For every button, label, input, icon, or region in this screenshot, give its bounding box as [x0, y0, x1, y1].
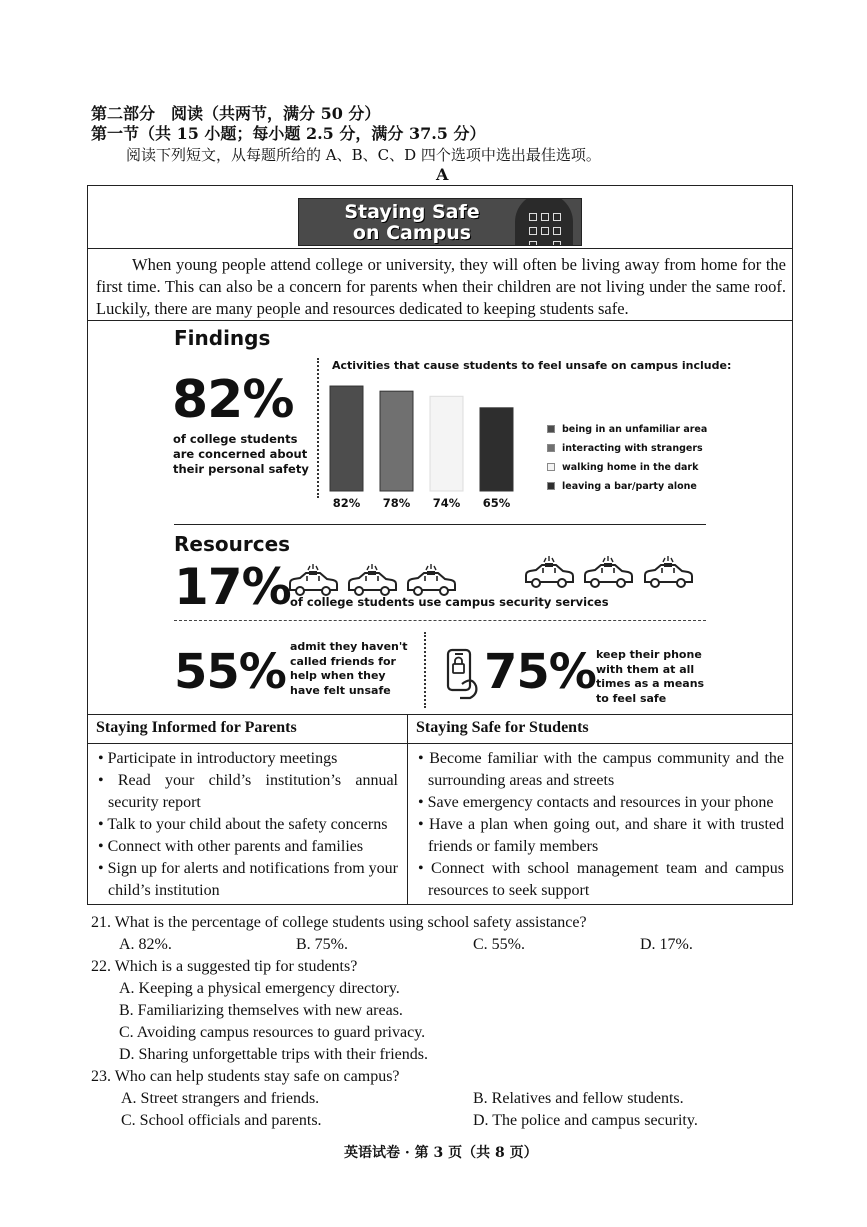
police-car-icon [641, 556, 695, 586]
banner [298, 198, 582, 246]
question-23-option-b: B. Relatives and fellow students. [473, 1090, 684, 1107]
intro-paragraph: When young people attend college or university, they will often be living away from home for the first time. This can also be a concern for parents when their children are not living under the same roof. Luckily, there are many people and resources dedicated to keeping students safe. [96, 255, 786, 318]
part-heading: 第二部分 阅读（共两节，满分 50 分） [91, 104, 381, 123]
resources-stat-75-text: keep their phone with them at all times as a means to feel safe [596, 648, 705, 705]
banner-title-line2: on Campus [352, 222, 472, 244]
police-car-icon [522, 556, 576, 586]
findings-stat-text: of college students are concerned about their personal safety [173, 432, 309, 476]
passage-frame [87, 185, 793, 905]
parents-tip-5: • Sign up for alerts and notifications from your child’s institution [96, 858, 398, 902]
findings-stat: 82% [172, 370, 294, 430]
legend-swatch-1 [547, 425, 555, 433]
police-car-icon [581, 556, 635, 586]
instruction-text: 阅读下列短文，从每题所给的 A、B、C、D 四个选项中选出最佳选项。 [126, 146, 601, 164]
question-21-option-b: B. 75%. [296, 936, 348, 953]
resources-stat-55: 55% [174, 644, 286, 700]
question-21-option-d: D. 17%. [640, 936, 693, 953]
parents-tip-3: • Talk to your child about the safety concerns [96, 814, 398, 836]
legend-swatch-3 [547, 463, 555, 471]
passage-letter: A [436, 165, 449, 184]
question-23-stem: 23. Who can help students stay safe on campus? [91, 1068, 400, 1085]
page-footer: 英语试卷 · 第 3 页（共 8 页） [344, 1145, 538, 1161]
bar-value-label-4: 65% [482, 496, 511, 510]
chart-legend [547, 424, 747, 504]
police-car-icon [345, 564, 399, 594]
phone-icon [444, 648, 480, 700]
parents-tip-1: • Participate in introductory meetings [96, 748, 398, 770]
question-23-option-c: C. School officials and parents. [121, 1112, 322, 1129]
legend-label-4: leaving a bar/party alone [562, 481, 697, 492]
findings-title: Findings [174, 326, 271, 350]
bar-value-label-1: 82% [332, 496, 361, 510]
building-icon [515, 198, 573, 246]
legend-item-4 [547, 481, 697, 492]
students-column-title: Staying Safe for Students [416, 719, 589, 736]
bar-value-label-3: 74% [432, 496, 461, 510]
question-21-stem: 21. What is the percentage of college students using school safety assistance? [91, 914, 587, 931]
resources-stat-75: 75% [484, 644, 596, 700]
students-tip-1: • Become familiar with the campus community and the surrounding areas and streets [416, 748, 784, 792]
students-tip-3: • Have a plan when going out, and share it with trusted friends or family members [416, 814, 784, 858]
question-23-option-d: D. The police and campus security. [473, 1112, 698, 1129]
question-22-option-a: A. Keeping a physical emergency directory. [119, 980, 400, 997]
question-23-option-a: A. Street strangers and friends. [121, 1090, 320, 1107]
bar-1 [330, 386, 363, 491]
section-heading: 第一节（共 15 小题；每小题 2.5 分，满分 37.5 分） [91, 124, 486, 143]
parents-tip-2: • Read your child’s institution’s annual security report [96, 770, 398, 814]
findings-resources-divider [174, 524, 706, 525]
question-22-option-d: D. Sharing unforgettable trips with their friends. [119, 1046, 428, 1063]
question-22-option-b: B. Familiarizing themselves with new areas. [119, 1002, 403, 1019]
bar-value-label-2: 78% [382, 496, 411, 510]
parents-column-title: Staying Informed for Parents [96, 719, 297, 736]
tips-column-divider [407, 714, 408, 904]
banner-title [307, 202, 517, 244]
banner-title-line1: Staying Safe [344, 201, 480, 223]
legend-item-2 [547, 443, 703, 454]
bar-2 [380, 391, 413, 491]
parents-tip-4: • Connect with other parents and families [96, 836, 398, 858]
question-21-option-a: A. 82%. [119, 936, 172, 953]
chart-title: Activities that cause students to feel unsafe on campus include: [332, 359, 732, 372]
legend-item-1 [547, 424, 707, 435]
resources-stat-17: 17% [174, 558, 291, 616]
resources-title: Resources [174, 532, 291, 556]
resources-stat-17-text: of college students use campus security services [290, 595, 609, 609]
resources-dashed-divider [174, 620, 706, 621]
legend-label-2: interacting with strangers [562, 443, 703, 454]
legend-swatch-4 [547, 482, 555, 490]
resources-vertical-divider [424, 632, 426, 708]
legend-item-3 [547, 462, 698, 473]
students-tips-list [416, 748, 784, 902]
findings-divider [317, 358, 319, 498]
bar-4 [480, 408, 513, 491]
question-22-option-c: C. Avoiding campus resources to guard privacy. [119, 1024, 426, 1041]
police-car-icon [404, 564, 458, 594]
parents-tips-list [96, 748, 398, 902]
bar-chart [324, 376, 534, 516]
question-21-option-c: C. 55%. [473, 936, 525, 953]
legend-swatch-2 [547, 444, 555, 452]
bar-3 [430, 396, 463, 491]
legend-label-1: being in an unfamiliar area [562, 424, 708, 435]
resources-stat-55-text: admit they haven't called friends for help when they have felt unsafe [290, 640, 408, 697]
students-tip-2: • Save emergency contacts and resources in your phone [416, 792, 784, 814]
legend-label-3: walking home in the dark [562, 462, 699, 473]
police-car-icon [286, 564, 340, 594]
students-tip-4: • Connect with school management team and campus resources to seek support [416, 858, 784, 902]
question-22-stem: 22. Which is a suggested tip for students? [91, 958, 358, 975]
